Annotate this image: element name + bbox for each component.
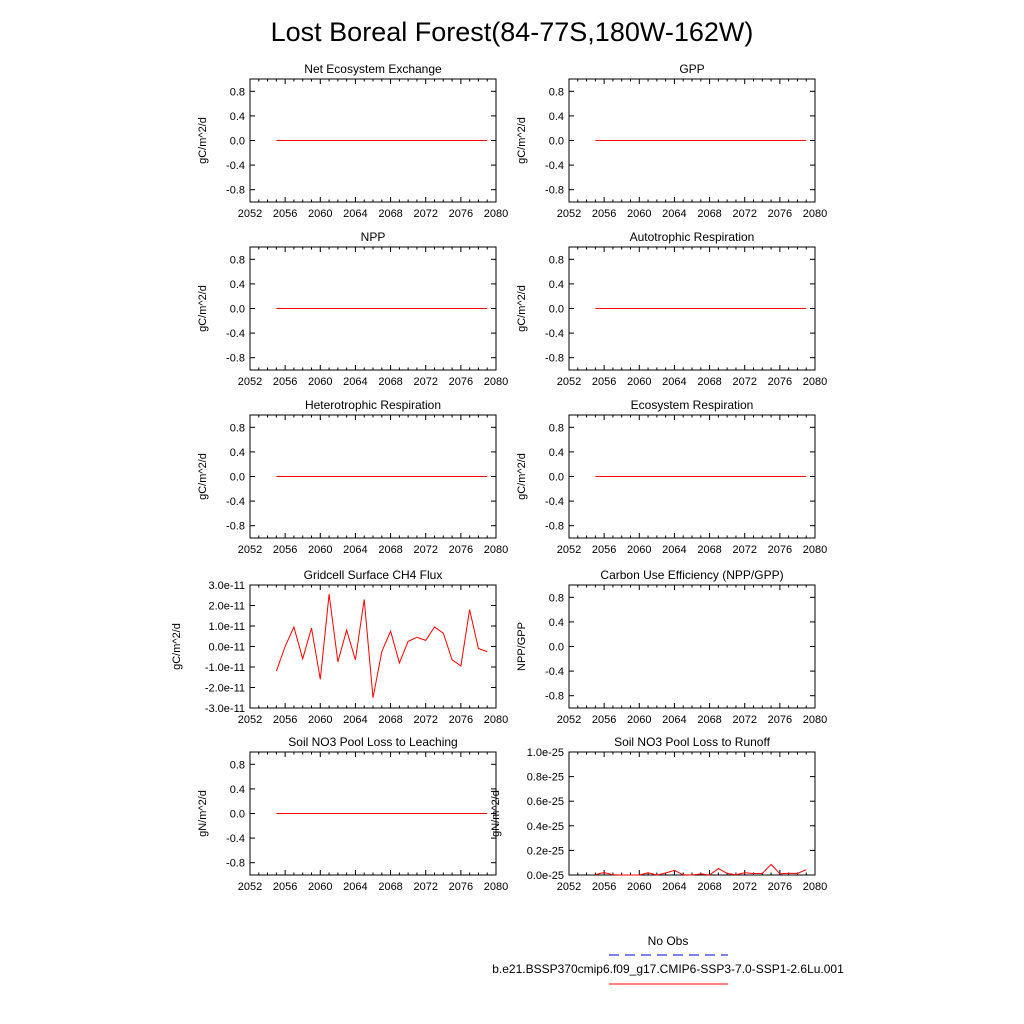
chart-panel-4	[516, 230, 827, 388]
x-tick-label: 2080	[802, 208, 828, 220]
x-tick-label: 2052	[556, 881, 582, 893]
x-tick-label: 2080	[802, 376, 828, 388]
x-tick-label: 2064	[662, 208, 687, 220]
x-tick-label: 2060	[627, 881, 652, 893]
y-tick-label: 1.0e-11	[208, 621, 245, 633]
y-tick-label: -0.4	[545, 160, 564, 173]
y-tick-label: -1.0e-11	[204, 662, 245, 674]
chart-panel-7	[171, 568, 508, 726]
y-tick-label: 0.0e-11	[208, 641, 245, 654]
y-tick-label: 0.8	[548, 592, 564, 605]
x-tick-label: 2052	[237, 208, 263, 220]
plot-frame	[569, 752, 815, 875]
x-tick-label: 2052	[237, 544, 263, 556]
panel-title: GPP	[679, 62, 705, 76]
y-tick-label: 0.0	[548, 135, 564, 148]
y-tick-label: 0.4e-25	[526, 820, 564, 833]
figure-title: Lost Boreal Forest(84-77S,180W-162W)	[270, 17, 754, 47]
x-tick-label: 2056	[591, 544, 617, 556]
x-tick-label: 2076	[767, 544, 793, 556]
y-axis-label: gC/m^2/d	[197, 285, 209, 332]
y-tick-label: 0.8	[229, 759, 245, 772]
y-tick-label: -0.8	[545, 352, 564, 365]
y-tick-label: 0.8	[229, 422, 245, 435]
y-tick-label: 0.0	[548, 303, 564, 316]
y-axis-label: gC/m^2/d	[516, 117, 528, 164]
y-tick-label: 0.0	[548, 641, 564, 654]
plot-frame	[569, 585, 815, 708]
y-tick-label: -0.8	[545, 520, 564, 533]
x-tick-label: 2080	[483, 881, 509, 893]
y-tick-label: 0.8	[229, 86, 245, 99]
panel-title: Autotrophic Respiration	[629, 230, 755, 244]
x-tick-label: 2060	[308, 714, 333, 726]
y-tick-label: -0.4	[545, 666, 564, 679]
chart-panel-9	[197, 735, 508, 893]
x-tick-label: 2060	[627, 208, 652, 220]
x-tick-label: 2060	[627, 714, 652, 726]
x-tick-label: 2056	[591, 714, 617, 726]
x-tick-label: 2068	[697, 881, 722, 893]
plot-frame	[250, 585, 496, 708]
x-tick-label: 2056	[591, 208, 617, 220]
x-tick-label: 2072	[732, 376, 757, 388]
x-tick-label: 2068	[378, 208, 403, 220]
x-tick-label: 2064	[662, 544, 687, 556]
x-tick-label: 2064	[343, 714, 368, 726]
x-tick-label: 2052	[556, 714, 582, 726]
x-tick-label: 2060	[308, 376, 333, 388]
x-tick-label: 2072	[732, 714, 757, 726]
panel-title: Soil NO3 Pool Loss to Runoff	[614, 735, 770, 749]
x-tick-label: 2072	[732, 208, 757, 220]
x-tick-label: 2064	[343, 376, 368, 388]
x-tick-label: 2068	[697, 544, 722, 556]
y-tick-label: 0.4	[229, 278, 245, 291]
y-tick-label: 0.0	[548, 471, 564, 484]
y-tick-label: 0.8	[548, 254, 564, 267]
y-tick-label: 0.0	[229, 135, 245, 148]
x-tick-label: 2064	[662, 714, 687, 726]
x-tick-label: 2076	[767, 208, 793, 220]
panel-title: Heterotrophic Respiration	[304, 398, 442, 412]
y-tick-label: 0.4	[548, 110, 564, 123]
x-tick-label: 2060	[627, 544, 652, 556]
x-tick-label: 2064	[343, 881, 368, 893]
x-tick-label: 2080	[483, 208, 509, 220]
panel-title: Net Ecosystem Exchange	[304, 62, 442, 76]
x-tick-label: 2064	[343, 544, 368, 556]
y-axis-label: gN/m^2/d	[490, 790, 502, 837]
x-tick-label: 2072	[413, 714, 438, 726]
x-tick-label: 2068	[697, 714, 722, 726]
x-tick-label: 2064	[662, 881, 687, 893]
y-tick-label: -3.0e-11	[204, 703, 245, 715]
x-tick-label: 2068	[378, 544, 403, 556]
y-tick-label: 0.0	[229, 808, 245, 821]
x-tick-label: 2056	[591, 881, 617, 893]
legend-label-no-obs: No Obs	[647, 934, 689, 948]
y-tick-label: -0.8	[545, 690, 564, 703]
panel-grid	[171, 62, 827, 893]
x-tick-label: 2076	[767, 376, 793, 388]
chart-panel-1	[197, 62, 508, 220]
x-tick-label: 2072	[732, 544, 757, 556]
y-tick-label: 0.4	[229, 446, 245, 459]
y-tick-label: -0.4	[545, 496, 564, 509]
panel-title: NPP	[360, 230, 386, 244]
y-tick-label: -0.8	[226, 352, 245, 365]
x-tick-label: 2072	[413, 376, 438, 388]
x-tick-label: 2064	[343, 208, 368, 220]
y-tick-label: 0.8	[548, 86, 564, 99]
x-tick-label: 2076	[448, 376, 474, 388]
x-tick-label: 2072	[413, 208, 438, 220]
chart-panel-3	[197, 230, 508, 388]
y-axis-label: gC/m^2/d	[516, 285, 528, 332]
y-tick-label: 0.4	[229, 783, 245, 796]
y-axis-label: NPP/GPP	[516, 622, 528, 671]
x-tick-label: 2076	[448, 208, 474, 220]
x-tick-label: 2076	[448, 714, 474, 726]
y-tick-label: -0.8	[545, 184, 564, 197]
x-tick-label: 2076	[767, 881, 793, 893]
x-tick-label: 2080	[802, 714, 828, 726]
chart-panel-6	[516, 398, 827, 556]
y-tick-label: 0.8e-25	[526, 771, 564, 784]
x-tick-label: 2052	[237, 376, 263, 388]
x-tick-label: 2052	[556, 208, 582, 220]
y-axis-label: gC/m^2/d	[516, 453, 528, 500]
y-axis-label: gC/m^2/d	[171, 623, 183, 670]
y-tick-label: 0.2e-25	[526, 845, 564, 858]
y-tick-label: -0.4	[226, 328, 245, 341]
panel-title: Soil NO3 Pool Loss to Leaching	[288, 735, 458, 749]
x-tick-label: 2060	[308, 208, 333, 220]
y-tick-label: 0.6e-25	[526, 796, 564, 809]
chart-panel-5	[197, 398, 508, 556]
x-tick-label: 2060	[627, 376, 652, 388]
panel-title: Gridcell Surface CH4 Flux	[303, 568, 443, 582]
x-tick-label: 2068	[378, 881, 403, 893]
series-line	[276, 594, 487, 698]
y-tick-label: -0.4	[226, 496, 245, 509]
x-tick-label: 2076	[448, 881, 474, 893]
y-tick-label: 0.0	[229, 471, 245, 484]
x-tick-label: 2056	[272, 714, 298, 726]
x-tick-label: 2068	[378, 376, 403, 388]
x-tick-label: 2080	[802, 544, 828, 556]
y-tick-label: 2.0e-11	[208, 600, 245, 613]
y-tick-label: 0.0e-25	[526, 870, 564, 882]
y-tick-label: 0.4	[548, 616, 564, 629]
x-tick-label: 2056	[272, 881, 298, 893]
y-tick-label: 0.4	[548, 446, 564, 459]
x-tick-label: 2068	[378, 714, 403, 726]
chart-panel-8	[516, 568, 827, 726]
y-tick-label: 0.4	[548, 278, 564, 291]
x-tick-label: 2080	[483, 376, 509, 388]
x-tick-label: 2072	[732, 881, 757, 893]
x-tick-label: 2072	[413, 881, 438, 893]
legend-label-model-run: b.e21.BSSP370cmip6.f09_g17.CMIP6-SSP3-7.0-SSP1-2.6Lu.001	[492, 962, 844, 976]
x-tick-label: 2080	[802, 881, 828, 893]
y-tick-label: -2.0e-11	[204, 682, 245, 695]
x-tick-label: 2064	[662, 376, 687, 388]
x-tick-label: 2052	[237, 881, 263, 893]
y-tick-label: 0.4	[229, 110, 245, 123]
x-tick-label: 2076	[448, 544, 474, 556]
x-tick-label: 2068	[697, 208, 722, 220]
y-tick-label: -0.4	[545, 328, 564, 341]
x-tick-label: 2068	[697, 376, 722, 388]
x-tick-label: 2056	[272, 376, 298, 388]
y-axis-label: gN/m^2/d	[197, 790, 209, 837]
chart-panel-10	[490, 735, 827, 893]
y-tick-label: 3.0e-11	[208, 580, 245, 592]
y-tick-label: -0.8	[226, 520, 245, 533]
y-tick-label: -0.4	[226, 833, 245, 846]
x-tick-label: 2056	[272, 208, 298, 220]
x-tick-label: 2080	[483, 714, 509, 726]
y-tick-label: 0.8	[229, 254, 245, 267]
panel-title: Ecosystem Respiration	[630, 398, 754, 412]
x-tick-label: 2052	[237, 714, 263, 726]
x-tick-label: 2052	[556, 544, 582, 556]
x-tick-label: 2080	[483, 544, 509, 556]
y-tick-label: -0.8	[226, 857, 245, 870]
y-tick-label: 1.0e-25	[526, 747, 564, 759]
legend	[492, 934, 844, 984]
x-tick-label: 2056	[272, 544, 298, 556]
x-tick-label: 2072	[413, 544, 438, 556]
y-tick-label: 0.0	[229, 303, 245, 316]
x-tick-label: 2060	[308, 881, 333, 893]
x-tick-label: 2056	[591, 376, 617, 388]
y-tick-label: 0.8	[548, 422, 564, 435]
chart-panel-2	[516, 62, 827, 220]
panel-title: Carbon Use Efficiency (NPP/GPP)	[600, 568, 784, 582]
x-tick-label: 2076	[767, 714, 793, 726]
y-axis-label: gC/m^2/d	[197, 453, 209, 500]
x-tick-label: 2060	[308, 544, 333, 556]
y-tick-label: -0.8	[226, 184, 245, 197]
x-tick-label: 2052	[556, 376, 582, 388]
y-axis-label: gC/m^2/d	[197, 117, 209, 164]
y-tick-label: -0.4	[226, 160, 245, 173]
